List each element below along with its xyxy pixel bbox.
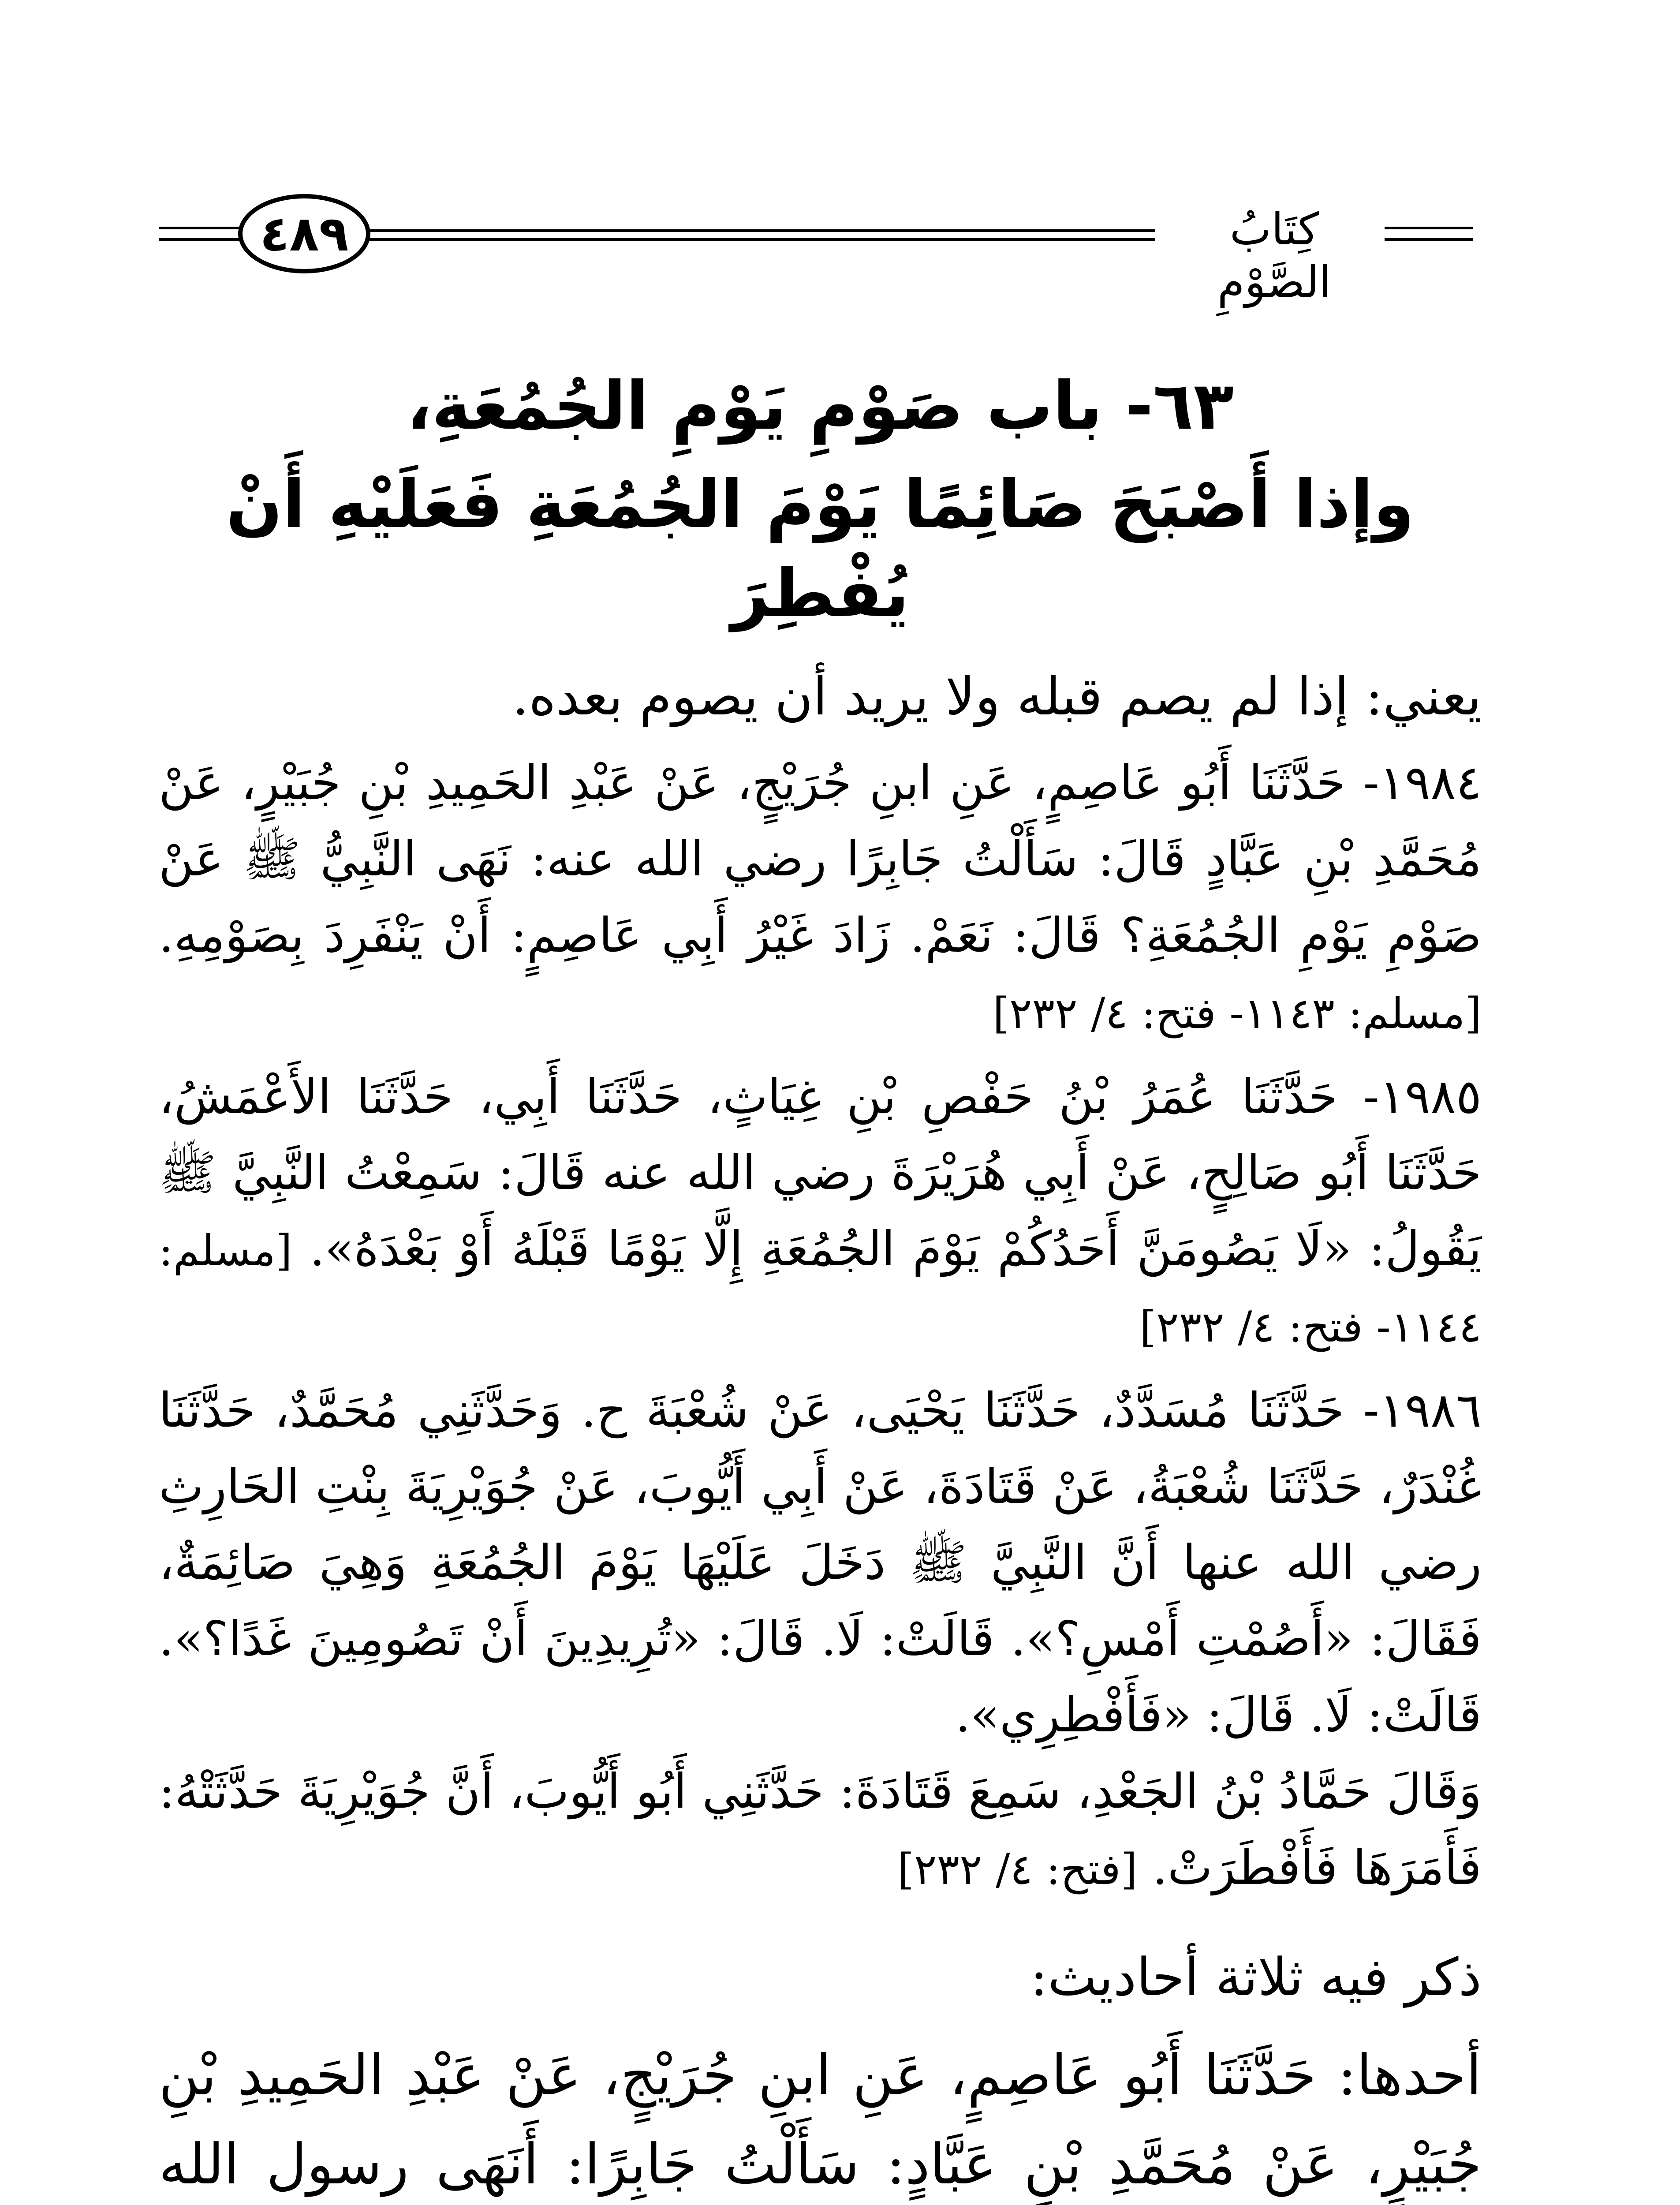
- hadith-reference: [مسلم: ١١٤٣- فتح: ٤/ ٢٣٢]: [993, 988, 1482, 1038]
- hadith-1986: [159, 1373, 1482, 1906]
- hadith-reference: [مسلم: ١١٤٤- فتح: ٤/ ٢٣٢]: [159, 1226, 1482, 1352]
- header-rule: [1385, 238, 1473, 241]
- page-number-frame: [238, 194, 370, 273]
- page-header: [159, 194, 1473, 308]
- chapter-title: ٦٣- باب صَوْمِ يَوْمِ الجُمُعَةِ،: [407, 368, 1234, 445]
- header-rule: [1385, 227, 1473, 229]
- chapter-intro: يعني: إذا لم يصم قبله ولا يريد أن يصوم بعده.: [512, 665, 1482, 727]
- hadith-text: ١٩٨٥- حَدَّثَنَا عُمَرُ بْنُ حَفْصِ بْنِ غِيَاثٍ، حَدَّثَنَا أَبِي، حَدَّثَنَا الأَعْمَشُ، حَدَّثَنَا أَبُو صَالِحٍ، عَنْ أَبِي هُرَيْرَةَ رضي الله عنه قَالَ: سَمِعْتُ النَّبِيَّ ﷺ يَقُولُ: «لَا يَصُومَنَّ أَحَدُكُمْ يَوْمَ الجُمُعَةِ إِلَّا يَوْمًا قَبْلَهُ أَوْ بَعْدَهُ».: [159, 1069, 1482, 1277]
- page-body: [159, 335, 1482, 2205]
- hadith-text: ١٩٨٦- حَدَّثَنَا مُسَدَّدٌ، حَدَّثَنَا يَحْيَى، عَنْ شُعْبَةَ ح. وَحَدَّثَنِي مُحَمَّدٌ، حَدَّثَنَا غُنْدَرٌ، حَدَّثَنَا شُعْبَةُ، عَنْ قَتَادَةَ، عَنْ أَبِي أَيُّوبَ، عَنْ جُوَيْرِيَةَ بِنْتِ الحَارِثِ رضي الله عنها أَنَّ النَّبِيَّ ﷺ دَخَلَ عَلَيْهَا يَوْمَ الجُمُعَةِ وَهِيَ صَائِمَةٌ، فَقَالَ: «أَصُمْتِ أَمْسِ؟». قَالَتْ: لَا. قَالَ: «تُرِيدِينَ أَنْ تَصُومِينَ غَدًا؟». قَالَتْ: لَا. قَالَ: «فَأَفْطِرِي».: [159, 1383, 1482, 1743]
- header-rule: [362, 229, 1155, 232]
- commentary-first: أحدها: حَدَّثَنَا أَبُو عَاصِمٍ، عَنِ ابنِ جُرَيْجٍ، عَنْ عَبْدِ الحَمِيدِ بْنِ جُبَيْرٍ، عَنْ مُحَمَّدِ بْنِ عَبَّادٍ: سَأَلْتُ جَابِرًا: أَنَهَى رسول الله: [159, 2043, 1482, 2197]
- commentary-intro: ذكر فيه ثلاثة أحاديث:: [1030, 1947, 1482, 2008]
- hadith-reference: [فتح: ٤/ ٢٣٢]: [897, 1844, 1138, 1894]
- hadith-continuation: وَقَالَ حَمَّادُ بْنُ الجَعْدِ، سَمِعَ قَتَادَةَ: حَدَّثَنِي أَبُو أَيُّوبَ، أَنَّ جُوَيْرِيَةَ حَدَّثَتْهُ: فَأَمَرَهَا فَأَفْطَرَتْ.: [159, 1764, 1482, 1895]
- header-rule: [362, 238, 1155, 241]
- hadith-1985: [159, 1059, 1482, 1364]
- chapter-subtitle: وإذا أَصْبَحَ صَائِمًا يَوْمَ الجُمُعَةِ فَعَلَيْهِ أَنْ يُفْطِرَ: [226, 466, 1415, 632]
- page-number: ٤٨٩: [260, 206, 349, 262]
- hadith-text: ١٩٨٤- حَدَّثَنَا أَبُو عَاصِمٍ، عَنِ ابنِ جُرَيْجٍ، عَنْ عَبْدِ الحَمِيدِ بْنِ جُبَيْرٍ، عَنْ مُحَمَّدِ بْنِ عَبَّادٍ قَالَ: سَأَلْتُ جَابِرًا رضي الله عنه: نَهَى النَّبِيُّ ﷺ عَنْ صَوْمِ يَوْمِ الجُمُعَةِ؟ قَالَ: نَعَمْ. زَادَ غَيْرُ أَبِي عَاصِمٍ: أَنْ يَنْفَرِدَ بِصَوْمِهِ.: [159, 755, 1482, 963]
- hadith-1984: [159, 745, 1482, 1050]
- running-title: كِتَابُ الصَّوْمِ: [1217, 203, 1332, 308]
